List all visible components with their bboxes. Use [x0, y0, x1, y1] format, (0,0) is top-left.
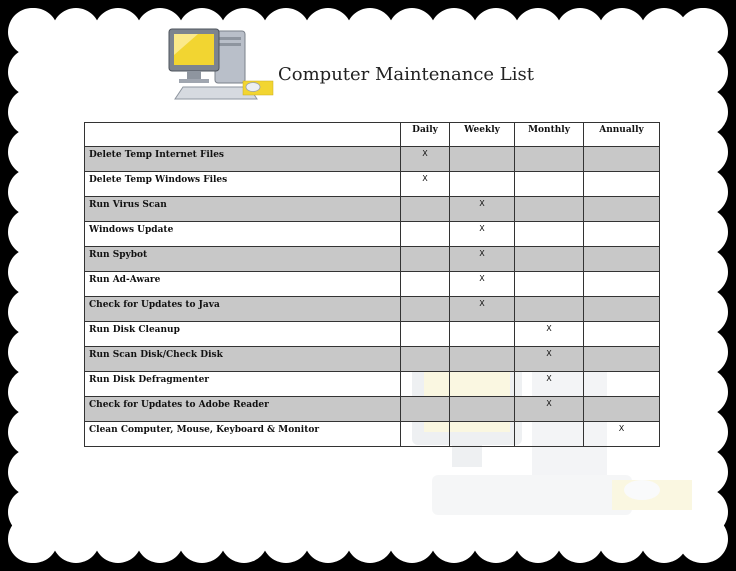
frequency-mark-cell	[515, 222, 584, 247]
frequency-mark-cell	[401, 222, 450, 247]
header-annually: Annually	[584, 123, 660, 147]
header-daily: Daily	[401, 123, 450, 147]
frequency-mark-cell	[584, 247, 660, 272]
table-row	[85, 372, 660, 397]
frequency-mark-cell	[584, 397, 660, 422]
task-cell: Clean Computer, Mouse, Keyboard & Monitor	[85, 422, 401, 447]
frequency-mark-cell: X	[401, 172, 450, 197]
frequency-mark-cell	[584, 297, 660, 322]
frequency-mark-cell	[515, 422, 584, 447]
frequency-mark-cell: X	[515, 397, 584, 422]
frequency-mark-cell	[450, 397, 515, 422]
frequency-mark-cell	[584, 197, 660, 222]
frequency-mark-cell	[515, 297, 584, 322]
table-row	[85, 147, 660, 172]
frequency-mark-cell: X	[450, 247, 515, 272]
frequency-mark-cell	[401, 297, 450, 322]
document-title: Computer Maintenance List	[278, 64, 534, 85]
frequency-mark-cell	[584, 372, 660, 397]
frequency-mark-cell	[515, 172, 584, 197]
table-row	[85, 297, 660, 322]
frequency-mark-cell	[450, 322, 515, 347]
table-body	[85, 147, 660, 447]
table-row	[85, 222, 660, 247]
table-row	[85, 322, 660, 347]
table-row	[85, 247, 660, 272]
table-row	[85, 272, 660, 297]
frequency-mark-cell: X	[450, 272, 515, 297]
header-task	[85, 123, 401, 147]
task-cell: Run Disk Defragmenter	[85, 372, 401, 397]
frequency-mark-cell	[584, 147, 660, 172]
frequency-mark-cell	[515, 272, 584, 297]
task-cell: Run Ad-Aware	[85, 272, 401, 297]
task-cell: Check for Updates to Adobe Reader	[85, 397, 401, 422]
frequency-mark-cell	[450, 422, 515, 447]
frequency-mark-cell	[584, 172, 660, 197]
frequency-mark-cell: X	[515, 347, 584, 372]
frequency-mark-cell	[584, 222, 660, 247]
frequency-mark-cell	[450, 347, 515, 372]
table-row	[85, 347, 660, 372]
frequency-mark-cell	[401, 322, 450, 347]
frequency-mark-cell	[401, 372, 450, 397]
frequency-mark-cell	[401, 347, 450, 372]
frequency-mark-cell: X	[450, 197, 515, 222]
task-cell: Windows Update	[85, 222, 401, 247]
frequency-mark-cell: X	[450, 222, 515, 247]
task-cell: Run Scan Disk/Check Disk	[85, 347, 401, 372]
frequency-mark-cell	[515, 247, 584, 272]
task-cell: Delete Temp Windows Files	[85, 172, 401, 197]
frequency-mark-cell	[450, 147, 515, 172]
header-monthly: Monthly	[515, 123, 584, 147]
header-weekly: Weekly	[450, 123, 515, 147]
frequency-mark-cell	[450, 172, 515, 197]
frequency-mark-cell: X	[515, 372, 584, 397]
table-row	[85, 397, 660, 422]
frequency-mark-cell	[401, 422, 450, 447]
frequency-mark-cell	[584, 322, 660, 347]
frequency-mark-cell	[515, 147, 584, 172]
task-cell: Delete Temp Internet Files	[85, 147, 401, 172]
frequency-mark-cell	[401, 197, 450, 222]
frequency-mark-cell	[584, 272, 660, 297]
frequency-mark-cell: X	[584, 422, 660, 447]
table-row	[85, 422, 660, 447]
maintenance-table	[84, 122, 660, 447]
task-cell: Run Virus Scan	[85, 197, 401, 222]
frequency-mark-cell	[584, 347, 660, 372]
computer-icon	[163, 25, 275, 107]
frequency-mark-cell: X	[515, 322, 584, 347]
frequency-mark-cell	[401, 247, 450, 272]
frequency-mark-cell	[401, 272, 450, 297]
table-row	[85, 172, 660, 197]
task-cell: Run Disk Cleanup	[85, 322, 401, 347]
table-row	[85, 197, 660, 222]
frequency-mark-cell	[401, 397, 450, 422]
table-header-row	[85, 123, 660, 147]
frequency-mark-cell: X	[401, 147, 450, 172]
frequency-mark-cell: X	[450, 297, 515, 322]
frequency-mark-cell	[450, 372, 515, 397]
frequency-mark-cell	[515, 197, 584, 222]
task-cell: Check for Updates to Java	[85, 297, 401, 322]
task-cell: Run Spybot	[85, 247, 401, 272]
